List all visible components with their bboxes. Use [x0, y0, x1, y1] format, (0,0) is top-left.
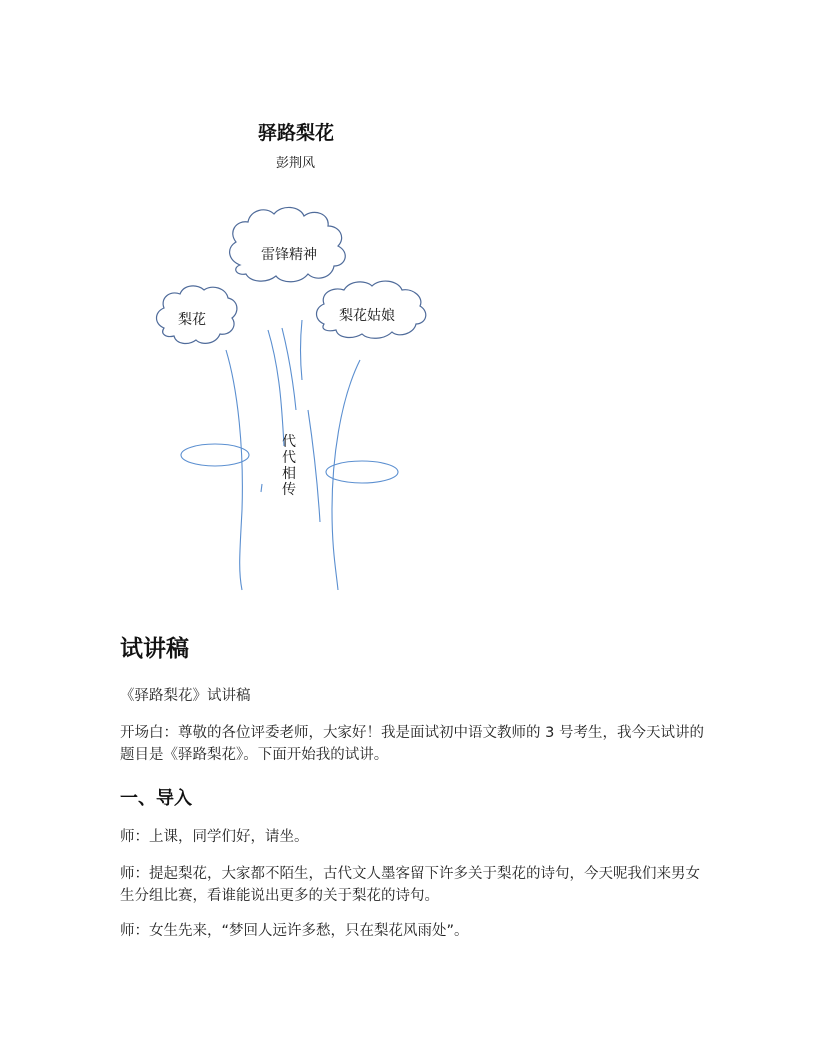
paragraph-poem-game: 师：提起梨花，大家都不陌生，古代文人墨客留下许多关于梨花的诗句，今天呢我们来男女生分组比赛，看谁能说出更多的关于梨花的诗句。 [120, 866, 700, 904]
paragraph-title: 《驿路梨花》试讲稿 [120, 688, 251, 704]
trunk-inner-line-3 [301, 320, 303, 380]
trunk-inner-line-4 [308, 410, 320, 522]
cloud-label-pear-girl: 梨花姑娘 [339, 308, 395, 324]
board-title: 驿路梨花 [258, 122, 335, 144]
paragraph-opening: 开场白：尊敬的各位评委老师，大家好！我是面试初中语文教师的 3 号考生，我今天试讲的题目是《驿路梨花》。下面开始我的试讲。 [120, 725, 704, 763]
paragraph-greeting: 师：上课，同学们好，请坐。 [120, 829, 309, 845]
paragraph-girls-first: 师：女生先来，“梦回人远许多愁，只在梨花风雨处”。 [120, 923, 469, 939]
tree-drawing [140, 110, 460, 600]
blackboard-diagram [140, 110, 460, 600]
trunk-inner-line-2 [282, 328, 296, 410]
cloud-label-pear-blossom: 梨花 [178, 312, 206, 328]
trunk-right-line [332, 360, 360, 590]
cloud-label-lei-feng: 雷锋精神 [261, 247, 317, 263]
trunk-inner-line-1 [268, 330, 284, 446]
trunk-left-line [226, 350, 242, 590]
trunk-label: 代代相传 [282, 434, 296, 498]
section-heading-intro: 一、导入 [120, 788, 192, 809]
page-heading: 试讲稿 [120, 636, 189, 662]
trunk-tick [261, 484, 262, 492]
ring-right [326, 461, 398, 483]
board-author: 彭荆风 [276, 156, 316, 171]
ring-left [181, 444, 249, 466]
